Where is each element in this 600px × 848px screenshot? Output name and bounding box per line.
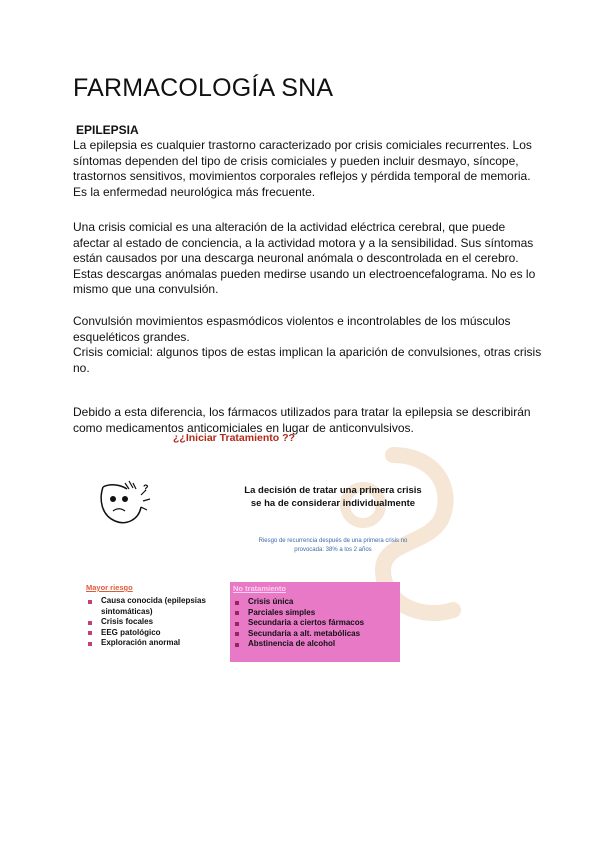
paragraph-epilepsia-definition: La epilepsia es cualquier trastorno caracterizado por crisis comiciales recurrentes. Los síntomas dependen del tipo de crisis comiciales y pueden incluir desmayo, síncope, trastornos sensitivos, movimientos corporales reflejos y pérdida temporal de memoria. Es la enfermedad neurológica más frecuente. bbox=[73, 138, 532, 199]
list-item: Secundaria a ciertos fármacos bbox=[230, 618, 400, 629]
thinking-face-icon bbox=[91, 477, 153, 527]
list-item: Crisis única bbox=[230, 597, 400, 608]
no-treatment-column bbox=[230, 582, 400, 662]
paragraph-convulsion: Convulsión movimientos espasmódicos violentos e incontrolables de los músculos esqueléticos grandes. bbox=[73, 314, 511, 344]
slide-figure bbox=[73, 425, 473, 680]
higher-risk-heading: Mayor riesgo bbox=[86, 583, 133, 592]
slide-subtitle-line2: se ha de considerar individualmente bbox=[250, 498, 416, 509]
list-item: Abstinencia de alcohol bbox=[230, 639, 400, 650]
higher-risk-column bbox=[83, 583, 233, 649]
list-item: Exploración anormal bbox=[83, 638, 233, 649]
note-line2: provocada: 38% a los 2 años bbox=[294, 547, 372, 553]
slide-title: ¿¿Iniciar Tratamiento ?? bbox=[173, 432, 295, 444]
slide-recurrence-note bbox=[233, 537, 433, 555]
list-item: Secundaria a alt. metabólicas bbox=[230, 629, 400, 640]
paragraph-crisis-tipos: Crisis comicial: algunos tipos de estas implican la aparición de convulsiones, otras crisis no. bbox=[73, 345, 542, 375]
list-item: EEG patológico bbox=[83, 628, 233, 639]
slide-subtitle bbox=[213, 484, 453, 510]
higher-risk-list bbox=[83, 596, 233, 649]
paragraph-farmacos: Debido a esta diferencia, los fármacos utilizados para tratar la epilepsia se describirán como medicamentos anticomiciales en lugar de anticonvulsivos. bbox=[73, 405, 531, 435]
list-item: Crisis focales bbox=[83, 617, 233, 628]
slide-subtitle-line1: La decisión de tratar una primera crisis bbox=[244, 485, 422, 496]
no-treatment-heading: No tratamiento bbox=[233, 584, 286, 593]
paragraph-crisis-comicial: Una crisis comicial es una alteración de la actividad eléctrica cerebral, que puede afectar al estado de conciencia, a la actividad motora y a la sensibilidad. Sus síntomas están causados por una descarga neuronal anómala o descontrolada en el cerebro. Estas descargas anómalas pueden medirse usando un electroencefalograma. No es lo mismo que una convulsión. bbox=[73, 220, 536, 296]
no-treatment-list bbox=[230, 597, 400, 650]
list-item: Causa conocida (epilepsias sintomáticas) bbox=[83, 596, 233, 617]
note-line1: Riesgo de recurrencia después de una primera crisis no bbox=[258, 538, 408, 544]
page-title: FARMACOLOGÍA SNA bbox=[73, 74, 334, 102]
section-heading: EPILEPSIA bbox=[76, 123, 139, 137]
list-item: Parciales simples bbox=[230, 608, 400, 619]
svg-text:?: ? bbox=[143, 483, 149, 493]
